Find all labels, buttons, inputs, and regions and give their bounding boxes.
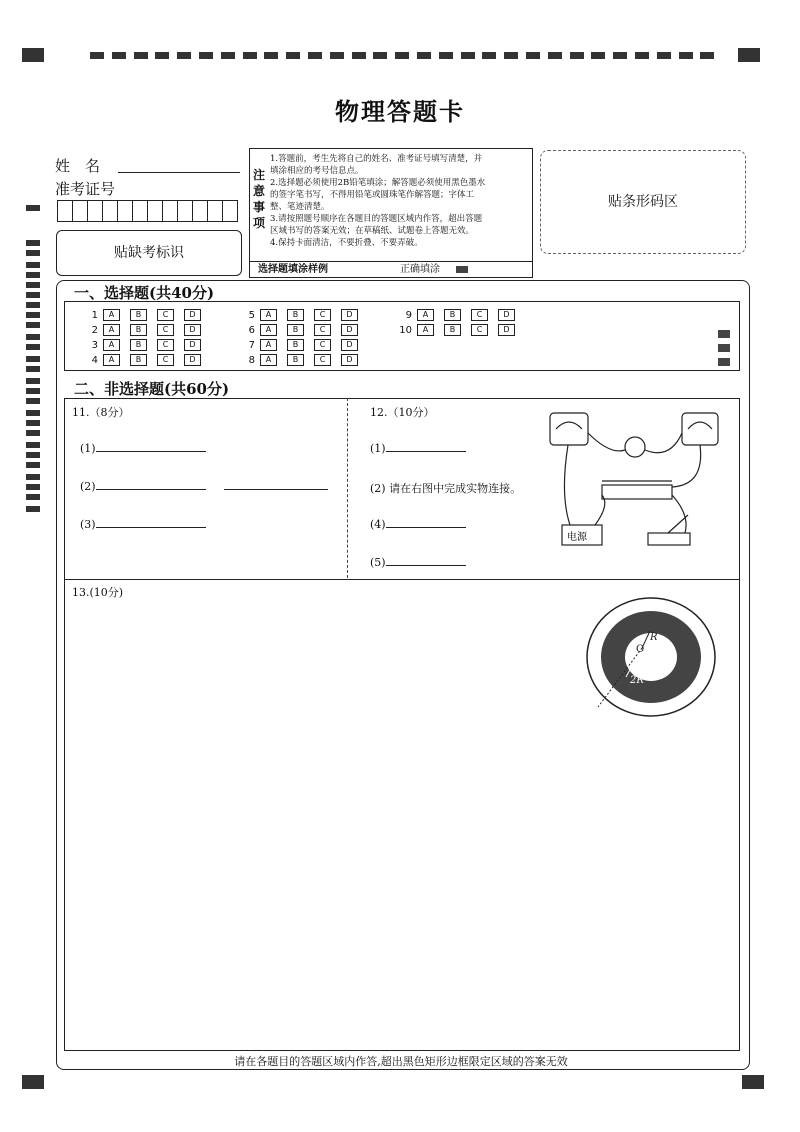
mcq-option[interactable]: C bbox=[314, 354, 331, 366]
mcq-number: 8 bbox=[248, 354, 255, 366]
mcq-option[interactable]: C bbox=[157, 324, 174, 336]
mcq-option[interactable]: D bbox=[341, 354, 358, 366]
q12-part4: (4) bbox=[370, 518, 466, 531]
corner-mark-bottom-left bbox=[22, 1075, 44, 1089]
timing-mark bbox=[548, 52, 562, 59]
mcq-mark bbox=[718, 358, 730, 366]
timing-mark bbox=[330, 52, 344, 59]
absent-sticker-label: 贴缺考标识 bbox=[114, 245, 184, 261]
timing-mark bbox=[26, 506, 40, 512]
absent-sticker-area bbox=[56, 230, 242, 276]
mcq-number: 10 bbox=[399, 324, 412, 336]
timing-mark bbox=[526, 52, 540, 59]
mcq-number: 4 bbox=[91, 354, 98, 366]
battery-label: 电源 bbox=[567, 532, 587, 543]
mcq-option[interactable]: C bbox=[157, 309, 174, 321]
mcq-option[interactable]: A bbox=[417, 324, 434, 336]
timing-mark bbox=[26, 272, 40, 278]
mcq-option[interactable]: C bbox=[471, 309, 488, 321]
mcq-option[interactable]: A bbox=[260, 354, 277, 366]
mcq-question bbox=[241, 309, 368, 321]
mcq-number: 7 bbox=[248, 339, 255, 351]
switch-icon bbox=[648, 533, 690, 545]
timing-mark bbox=[26, 292, 40, 298]
mcq-option[interactable]: B bbox=[287, 339, 304, 351]
mcq-mark bbox=[718, 344, 730, 352]
notice-heading: 注 意 事 项 bbox=[253, 168, 266, 230]
mcq-number: 1 bbox=[91, 309, 98, 321]
q13-label: 13.(10分) bbox=[72, 586, 124, 599]
q11-part1: (1) bbox=[80, 442, 206, 455]
mcq-question bbox=[84, 339, 211, 351]
mcq-option[interactable]: A bbox=[103, 339, 120, 351]
mcq-option[interactable]: B bbox=[287, 324, 304, 336]
filled-example-mark bbox=[456, 266, 468, 273]
mcq-number: 9 bbox=[405, 309, 412, 321]
timing-mark bbox=[26, 356, 40, 362]
timing-mark bbox=[134, 52, 148, 59]
q12-part1: (1) bbox=[370, 442, 466, 455]
timing-mark bbox=[155, 52, 169, 59]
timing-mark bbox=[26, 378, 40, 384]
timing-mark bbox=[373, 52, 387, 59]
timing-mark bbox=[177, 52, 191, 59]
mcq-question bbox=[84, 354, 211, 366]
timing-mark bbox=[26, 388, 40, 394]
timing-mark bbox=[286, 52, 300, 59]
timing-mark bbox=[439, 52, 453, 59]
fill-example-row: 选择题填涂样例 正确填涂 bbox=[250, 261, 532, 277]
mcq-question bbox=[398, 309, 525, 321]
exam-id-boxes[interactable] bbox=[57, 200, 238, 222]
timing-mark bbox=[395, 52, 409, 59]
mcq-number: 6 bbox=[248, 324, 255, 336]
timing-mark bbox=[26, 344, 40, 350]
mcq-option[interactable]: D bbox=[341, 309, 358, 321]
timing-mark bbox=[308, 52, 322, 59]
svg-text:R: R bbox=[650, 632, 658, 643]
timing-mark bbox=[26, 240, 40, 246]
circuit-figure bbox=[540, 405, 735, 560]
name-label: 姓 名 bbox=[55, 157, 101, 175]
timing-mark bbox=[700, 52, 714, 59]
barcode-area bbox=[540, 150, 746, 254]
mcq-option[interactable]: C bbox=[314, 309, 331, 321]
voltmeter-icon bbox=[682, 413, 718, 445]
section1-title: 一、选择题(共40分) bbox=[74, 284, 215, 302]
section2-title: 二、非选择题(共60分) bbox=[74, 380, 230, 398]
timing-mark bbox=[26, 262, 40, 268]
timing-mark bbox=[26, 410, 40, 416]
timing-mark bbox=[112, 52, 126, 59]
mcq-option[interactable]: C bbox=[471, 324, 488, 336]
timing-mark bbox=[26, 430, 40, 436]
mcq-option[interactable]: B bbox=[444, 309, 461, 321]
mcq-option[interactable]: D bbox=[184, 324, 201, 336]
corner-mark-bottom-right bbox=[742, 1075, 764, 1089]
timing-mark bbox=[26, 494, 40, 500]
mcq-option[interactable]: A bbox=[260, 339, 277, 351]
mcq-option[interactable]: C bbox=[157, 354, 174, 366]
timing-mark bbox=[26, 302, 40, 308]
mcq-option[interactable]: D bbox=[498, 324, 515, 336]
q12-part5: (5) bbox=[370, 556, 466, 569]
name-field[interactable] bbox=[118, 172, 240, 173]
mcq-option[interactable]: B bbox=[130, 309, 147, 321]
timing-mark bbox=[26, 282, 40, 288]
q12-part2: (2) 请在右图中完成实物连接。 bbox=[370, 482, 522, 495]
timing-mark bbox=[26, 366, 40, 372]
section2-divider bbox=[347, 398, 348, 578]
q11-label: 11.（8分） bbox=[72, 406, 130, 419]
mcq-option[interactable]: D bbox=[184, 309, 201, 321]
mcq-number: 3 bbox=[91, 339, 98, 351]
mcq-option[interactable]: A bbox=[260, 309, 277, 321]
q11-part3: (3) bbox=[80, 518, 206, 531]
notice-box bbox=[249, 148, 533, 278]
mcq-option[interactable]: A bbox=[103, 324, 120, 336]
mcq-option[interactable]: C bbox=[314, 324, 331, 336]
timing-mark bbox=[26, 322, 40, 328]
timing-mark bbox=[26, 484, 40, 490]
timing-mark bbox=[243, 52, 257, 59]
mcq-number: 2 bbox=[91, 324, 98, 336]
mcq-question bbox=[241, 324, 368, 336]
mcq-question bbox=[84, 324, 211, 336]
timing-mark bbox=[26, 398, 40, 404]
mcq-option[interactable]: D bbox=[341, 324, 358, 336]
timing-mark bbox=[417, 52, 431, 59]
timing-mark bbox=[26, 452, 40, 458]
timing-mark bbox=[90, 52, 104, 59]
q12-label: 12.（10分） bbox=[370, 406, 435, 419]
mcq-option[interactable]: B bbox=[287, 309, 304, 321]
page-title: 物理答题卡 bbox=[335, 97, 465, 126]
mcq-option[interactable]: B bbox=[130, 324, 147, 336]
mcq-option[interactable]: B bbox=[130, 354, 147, 366]
timing-mark bbox=[26, 205, 40, 211]
corner-mark-top-left bbox=[22, 48, 44, 62]
corner-mark-top-right bbox=[738, 48, 760, 62]
q11-part2: (2) bbox=[80, 480, 328, 493]
mcq-number: 5 bbox=[248, 309, 255, 321]
svg-text:O: O bbox=[636, 644, 645, 655]
mcq-option[interactable]: A bbox=[103, 309, 120, 321]
rheostat-icon bbox=[602, 485, 672, 499]
timing-mark bbox=[591, 52, 605, 59]
timing-mark bbox=[635, 52, 649, 59]
mcq-option[interactable]: D bbox=[184, 339, 201, 351]
exam-id-label: 准考证号 bbox=[55, 180, 116, 198]
mcq-option[interactable]: D bbox=[498, 309, 515, 321]
timing-mark bbox=[26, 334, 40, 340]
timing-mark bbox=[679, 52, 693, 59]
mcq-option[interactable]: A bbox=[103, 354, 120, 366]
timing-mark bbox=[26, 442, 40, 448]
timing-mark bbox=[613, 52, 627, 59]
ring-figure bbox=[584, 595, 718, 719]
timing-mark bbox=[570, 52, 584, 59]
mcq-option[interactable]: A bbox=[260, 324, 277, 336]
fan-icon bbox=[625, 437, 645, 457]
barcode-label: 贴条形码区 bbox=[608, 194, 678, 210]
mcq-option[interactable]: B bbox=[287, 354, 304, 366]
timing-mark bbox=[26, 474, 40, 480]
mcq-option[interactable]: D bbox=[184, 354, 201, 366]
timing-mark bbox=[26, 462, 40, 468]
mcq-question bbox=[241, 339, 368, 351]
timing-mark bbox=[26, 312, 40, 318]
timing-mark bbox=[199, 52, 213, 59]
footer-notice: 请在各题目的答题区域内作答,超出黑色矩形边框限定区域的答案无效 bbox=[234, 1055, 568, 1068]
mcq-question bbox=[398, 324, 525, 336]
mcq-question bbox=[84, 309, 211, 321]
timing-mark bbox=[657, 52, 671, 59]
timing-mark bbox=[26, 420, 40, 426]
mcq-option[interactable]: A bbox=[417, 309, 434, 321]
timing-mark bbox=[482, 52, 496, 59]
mcq-option[interactable]: C bbox=[314, 339, 331, 351]
timing-mark bbox=[26, 250, 40, 256]
timing-mark bbox=[461, 52, 475, 59]
timing-mark bbox=[221, 52, 235, 59]
notice-text: 1.答题前，考生先将自己的姓名、准考证号填写清楚，并 填涂相应的考号信息点。 2.选择题必须使用2B铅笔填涂；解答题必须使用黑色墨水 的签字笔书写，不得用铅笔或圆珠笔作解答题；字体工 整、笔迹清楚。 3.请按照题号顺序在各题目的答题区域内作答，超出答题 区域书写的答案无效；在草稿纸、试题卷上答题无效。 4.保持卡面清洁，不要折叠、不要弄破。 bbox=[270, 154, 486, 248]
mcq-question bbox=[241, 354, 368, 366]
mcq-option[interactable]: B bbox=[444, 324, 461, 336]
timing-mark bbox=[264, 52, 278, 59]
ammeter-icon bbox=[550, 413, 588, 445]
svg-text:2R: 2R bbox=[630, 675, 644, 686]
timing-mark bbox=[352, 52, 366, 59]
mcq-option[interactable]: C bbox=[157, 339, 174, 351]
timing-mark bbox=[504, 52, 518, 59]
mcq-mark bbox=[718, 330, 730, 338]
mcq-option[interactable]: D bbox=[341, 339, 358, 351]
mcq-option[interactable]: B bbox=[130, 339, 147, 351]
